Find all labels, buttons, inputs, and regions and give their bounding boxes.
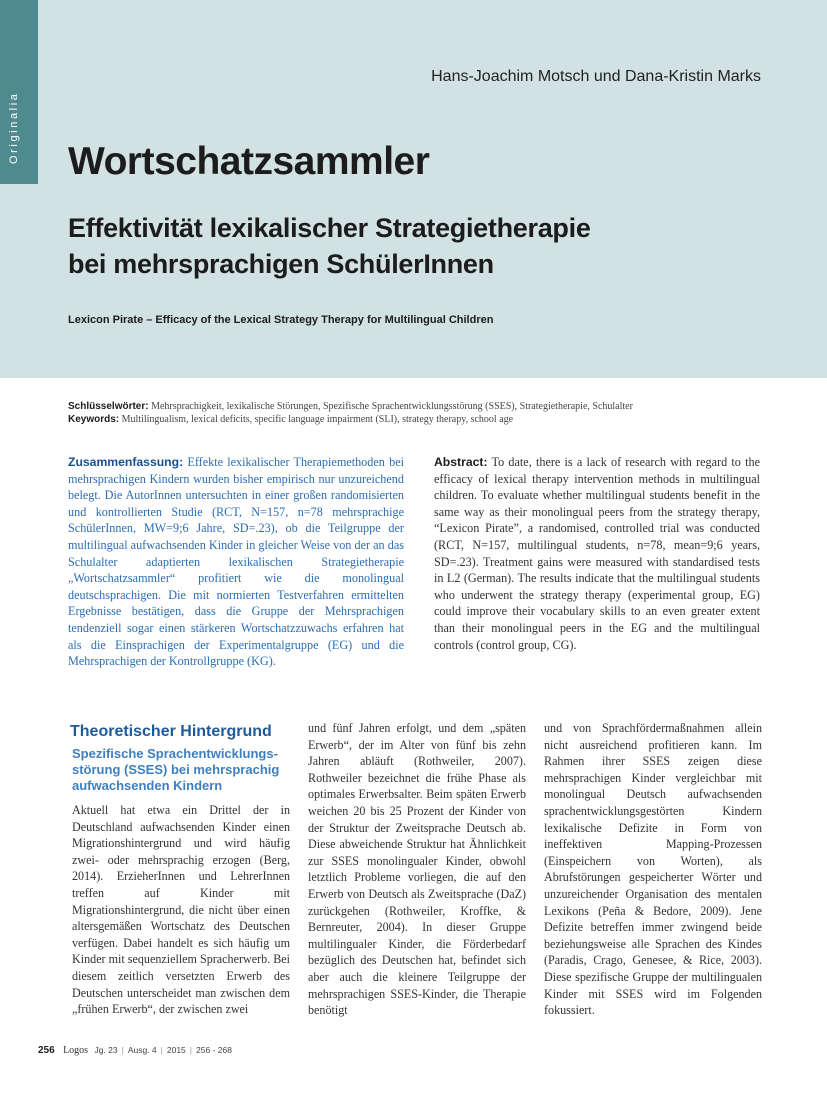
authors: Hans-Joachim Motsch und Dana-Kristin Marks bbox=[431, 68, 761, 85]
keywords-en bbox=[68, 413, 768, 426]
subsection-heading: Spezifische Sprachentwicklungsstörung (SSES) bei mehrsprachig aufwachsenden Kindern bbox=[72, 746, 280, 793]
abstract-german-text: Effekte lexikalischer Therapiemethoden bei mehrsprachigen Kindern wurden bisher empirisch nur unzureichend belegt. Die AutorInnen untersuchten in einer großen randomisierten und kontrollierten Studie (RCT, N=157, n=78 mehrsprachige SchülerInnen, MW=9;6 Jahre, SD=.23), ob die Teilgruppe der multilingual aufwachsenden Kinder in gleicher Weise von der an das Schulalter adaptierten lexikalischen Strategietherapie „Wortschatzsammler“ profitiert wie die monolingual deutschsprachigen. Die mit normierten Testverfahren ermittelten Ergebnisse bestätigen, dass die Gruppe der Mehrsprachigen tendenziell sogar einen stärkeren Wortschatzzuwachs erfahren hat als die Einsprachigen der Experimentalgruppe (EG) und die Mehrsprachigen der Kontrollgruppe (KG). bbox=[68, 455, 404, 669]
abstract-english-label: Abstract: bbox=[434, 455, 488, 469]
journal-name: Logos bbox=[63, 1045, 89, 1056]
keywords-en-text: Multilingualism, lexical deficits, specific language impairment (SLI), strategy therapy, school age bbox=[121, 414, 514, 425]
subtitle-line-1: Effektivität lexikalischer Strategietherapie bbox=[68, 213, 591, 243]
abstract-english-text: To date, there is a lack of research with regard to the efficacy of lexical therapy intervention methods in multilingual children. To evaluate whether multilingual students benefit in the same way as their monolingual peers from the strategy therapy, “Lexicon Pirate”, a randomised, controlled trial was conducted (RCT, N=157, multilingual students, n=78, mean=9;6 years, SD=.23). Treatment gains were measured with standardised tests in L2 (German). The results indicate that the multilingual students who underwent the strategy therapy (experimental group, EG) could improve their vocabulary skills to an even greater extent than their monolingual peers in the EG and the multilingual controls (control group, CG). bbox=[434, 455, 760, 652]
keywords-de bbox=[68, 400, 768, 413]
article-subtitle bbox=[68, 210, 768, 282]
keywords-de-text: Mehrsprachigkeit, lexikalische Störungen, Spezifische Sprachentwicklungsstörung (SSES), Strategietherapie, Schulalter bbox=[151, 401, 633, 412]
column-1-text: Aktuell hat etwa ein Drittel der in Deutschland aufwachsenden Kinder einen Migrationshintergrund und wird häufig zwei- oder mehrsprachig erzogen (Berg, 2014). ErzieherInnen und LehrerInnen treffen auf Kinder mit Migrationshintergrund, die nicht über einen altersgemäßen Wortschatz des Deutschen verfügen. Dabei handelt es sich häufig um Kinder mit sequenziellem Spracherwerb. Bei diesem zeitlich versetzten Erwerb des Deutschen unterscheidet man zwischen dem „frühen Erwerb“, der zwischen zwei bbox=[72, 803, 290, 1017]
abstract-english bbox=[434, 454, 760, 653]
section-label: Originalia bbox=[8, 91, 20, 164]
keywords-en-label: Keywords: bbox=[68, 414, 120, 425]
abstract-german-label: Zusammenfassung: bbox=[68, 455, 184, 469]
body-column-3 bbox=[544, 720, 762, 1019]
page-number: 256 bbox=[38, 1045, 55, 1056]
subtitle-line-2: bei mehrsprachigen SchülerInnen bbox=[68, 249, 494, 279]
column-3-text: und von Sprachfördermaßnahmen allein nicht ausreichend profitieren kann. Im Rahmen ihrer SSES zeigen diese mehrsprachigen Kinder vergleichbar mit monolingual Deutsch aufwachsenden sprachentwicklungsgestörten Kindern lexikalische Defizite in Form von ineffektiven Mapping-Prozessen (Einspeichern von Worten), als Abrufstörungen gespeicherter Wörter und unzureichender Organisation des mentalen Lexikons (Peña & Bedore, 2009). Jene Defizite betreffen immer zwingend beide beziehungsweise alle Sprachen des Kindes (Paradis, Crago, Genesee, & Rice, 2003). Diese spezifische Gruppe der multilingualen Kinder mit SSES wird im Folgenden fokussiert. bbox=[544, 721, 762, 1018]
abstract-german bbox=[68, 454, 404, 670]
keywords-block bbox=[68, 400, 768, 426]
journal-year: 2015 bbox=[166, 1045, 186, 1055]
journal-volume: Jg. 23 bbox=[94, 1045, 118, 1055]
keywords-de-label: Schlüsselwörter: bbox=[68, 401, 149, 412]
body-column-1 bbox=[72, 722, 290, 1018]
page-footer: 256 Logos Jg. 23 | Ausg. 4 | 2015 | 256 - 268 bbox=[38, 1045, 232, 1056]
journal-issue: Ausg. 4 bbox=[127, 1045, 157, 1055]
section-heading: Theoretischer Hintergrund bbox=[70, 723, 272, 740]
journal-pages: 256 - 268 bbox=[196, 1045, 232, 1055]
body-column-2 bbox=[308, 720, 526, 1019]
english-title: Lexicon Pirate – Efficacy of the Lexical Strategy Therapy for Multilingual Children bbox=[68, 314, 494, 326]
article-title: Wortschatzsammler bbox=[68, 140, 430, 183]
column-2-text: und fünf Jahren erfolgt, und dem „späten Erwerb“, der im Alter von fünf bis zehn Jahren abläuft (Rothweiler, 2007). Rothweiler bezeichnet die frühe Phase als optimales Erwerbsalter. Beim späten Erwerb weichen 20 bis 25 Prozent der Kinder von der Struktur der Zweitsprache Deutsch ab. Diese abweichende Struktur hat Ähnlichkeit zur SSES monolingualer Kinder, obwohl letztlich Probleme vorliegen, die auf den Erwerb von Deutsch als Zweitsprache (DaZ) zurückgehen (Rothweiler, Kroffke, & Bernreuter, 2004). In dieser Gruppe multilingualer Kinder, die Förderbedarf bezüglich des Deutschen hat, befindet sich aber auch die kleinere Teilgruppe der mehrsprachigen SSES-Kinder, die Therapie benötigt bbox=[308, 721, 526, 1018]
